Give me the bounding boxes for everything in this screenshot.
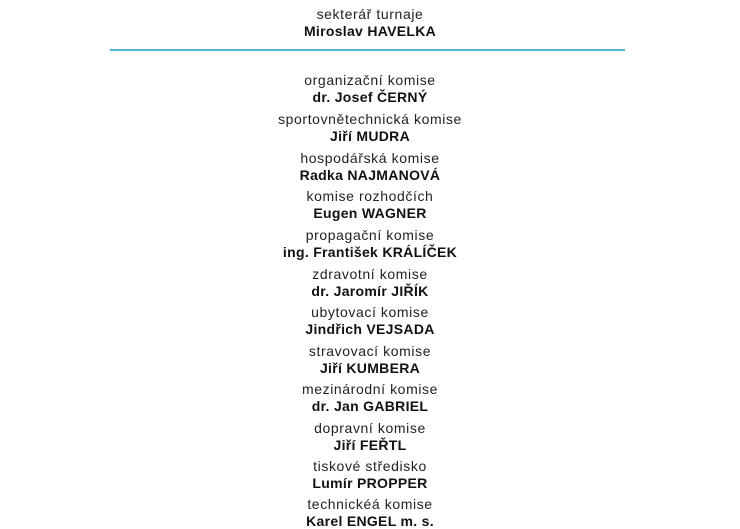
role-label: stravovací komise	[308, 343, 432, 359]
role-label: technickéá komise	[307, 496, 433, 512]
role-label: mezinárodní komise	[301, 381, 439, 397]
committee-entry-rozhodcich	[0, 188, 740, 221]
role-label: hospodářská komise	[300, 150, 440, 166]
person-name: Jiří FEŘTL	[333, 437, 407, 453]
role-label: komise rozhodčích	[306, 188, 434, 204]
person-name: dr. Josef ČERNÝ	[312, 89, 428, 105]
role-label: tiskové středisko	[313, 458, 427, 474]
committee-entry-sportovnetechnicka	[0, 111, 740, 144]
person-name: Radka NAJMANOVÁ	[299, 167, 441, 183]
role-label: sekterář turnaje	[316, 6, 424, 22]
role-label: sportovnětechnická komise	[278, 111, 462, 127]
committee-entry-tiskove	[0, 458, 740, 491]
role-label: ubytovací komise	[311, 304, 429, 320]
role-label: organizační komise	[304, 72, 436, 88]
committee-entry-hospodarska	[0, 150, 740, 183]
committee-entry-propagacni	[0, 227, 740, 260]
person-name: Lumír PROPPER	[312, 475, 428, 491]
committee-entry-ubytovaci	[0, 304, 740, 337]
committee-entry-zdravotni	[0, 266, 740, 299]
person-name: Karel ENGEL m. s.	[306, 513, 434, 529]
committee-entry-technicka	[0, 496, 740, 529]
committee-entry-dopravni	[0, 420, 740, 453]
committee-entry-organizacni	[0, 72, 740, 105]
role-label: zdravotní komise	[312, 266, 428, 282]
role-label: propagační komise	[305, 227, 435, 243]
committee-entry-stravovaci	[0, 343, 740, 376]
person-name: dr. Jan GABRIEL	[311, 398, 429, 414]
person-name: Eugen WAGNER	[313, 205, 427, 221]
person-name: dr. Jaromír JIŘÍK	[311, 283, 429, 299]
person-name: Miroslav HAVELKA	[303, 23, 437, 39]
person-name: Jiří MUDRA	[329, 128, 410, 144]
role-label: dopravní komise	[314, 420, 426, 436]
person-name: Jindřich VEJSADA	[305, 321, 435, 337]
divider-line	[110, 49, 625, 51]
committee-entry-mezinarodni	[0, 381, 740, 414]
person-name: Jiří KUMBERA	[319, 360, 421, 376]
secretary-entry	[0, 6, 740, 39]
person-name: ing. František KRÁLÍČEK	[282, 244, 458, 260]
